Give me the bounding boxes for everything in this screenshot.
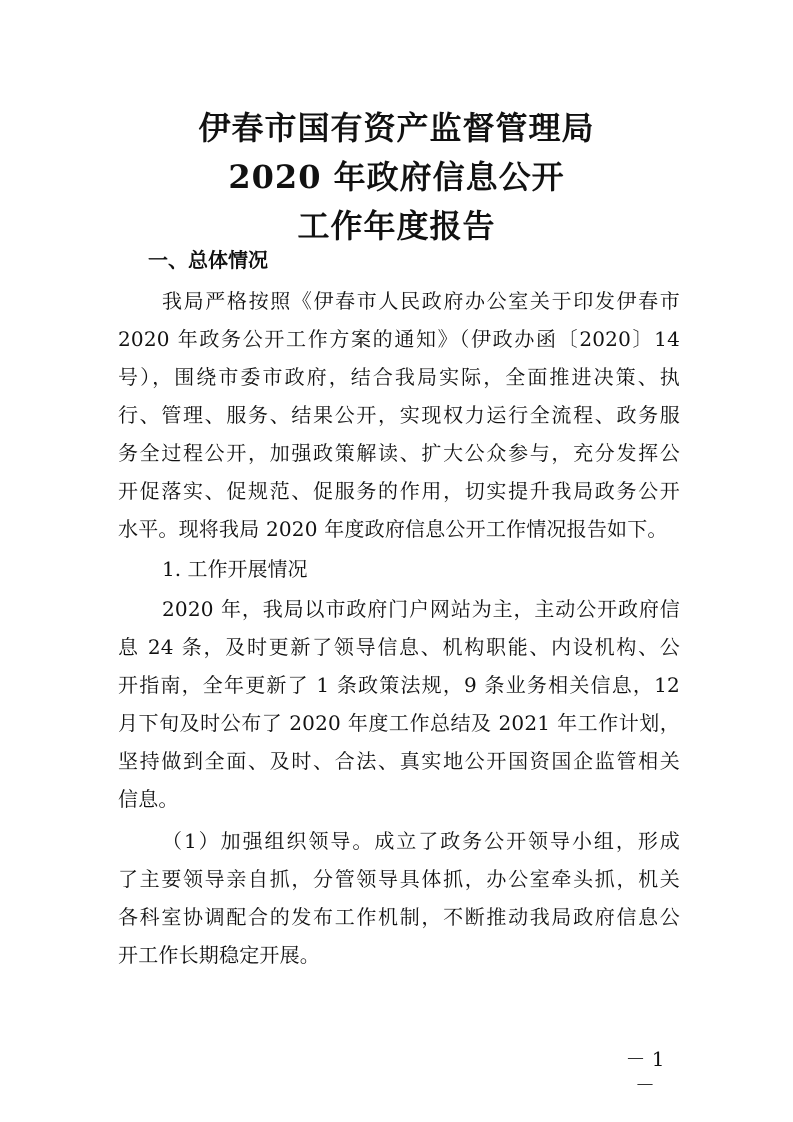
org-line-4: 开工作长期稳定开展。 — [118, 943, 320, 967]
work-line-5: 坚持做到全面、及时、合法、真实地公开国资国企监管相关 — [118, 749, 680, 773]
work-line-1: 2020 年，我局以市政府门户网站为主，主动公开政府信 — [162, 597, 680, 621]
intro-line-6: 开促落实、促规范、促服务的作用，切实提升我局政务公开 — [118, 479, 680, 503]
org-line-1: （1）加强组织领导。成立了政务公开领导小组，形成 — [162, 829, 680, 853]
work-line-6: 信息。 — [118, 787, 179, 811]
intro-line-7: 水平。现将我局 2020 年度政府信息公开工作情况报告如下。 — [118, 517, 668, 541]
org-line-3: 各科室协调配合的发布工作机制，不断推动我局政府信息公 — [118, 905, 680, 929]
intro-line-2: 2020 年政务公开工作方案的通知》（伊政办函〔2020〕14 — [118, 327, 680, 351]
subsection-heading-work: 1. 工作开展情况 — [162, 557, 308, 581]
work-line-4: 月下旬及时公布了 2020 年度工作总结及 2021 年工作计划， — [118, 711, 680, 735]
title-line-3: 工作年度报告 — [297, 207, 496, 245]
intro-line-3: 号），围绕市委市政府，结合我局实际，全面推进决策、执 — [118, 365, 680, 389]
intro-line-5: 务全过程公开，加强政策解读、扩大公众参与，充分发挥公 — [118, 441, 680, 465]
title-line-2: 2020 年政府信息公开 — [228, 158, 565, 196]
section-heading-overview: 一、总体情况 — [148, 248, 268, 272]
org-line-2: 了主要领导亲自抓，分管领导具体抓，办公室牵头抓，机关 — [118, 867, 680, 891]
work-line-2: 息 24 条，及时更新了领导信息、机构职能、内设机构、公 — [118, 635, 680, 659]
work-line-3: 开指南，全年更新了 1 条政策法规，9 条业务相关信息，12 — [118, 673, 680, 697]
page-number: － 1 － — [625, 1047, 665, 1097]
title-line-1: 伊春市国有资产监督管理局 — [198, 109, 595, 147]
intro-line-4: 行、管理、服务、结果公开，实现权力运行全流程、政务服 — [118, 403, 680, 427]
intro-line-1: 我局严格按照《伊春市人民政府办公室关于印发伊春市 — [162, 289, 680, 313]
